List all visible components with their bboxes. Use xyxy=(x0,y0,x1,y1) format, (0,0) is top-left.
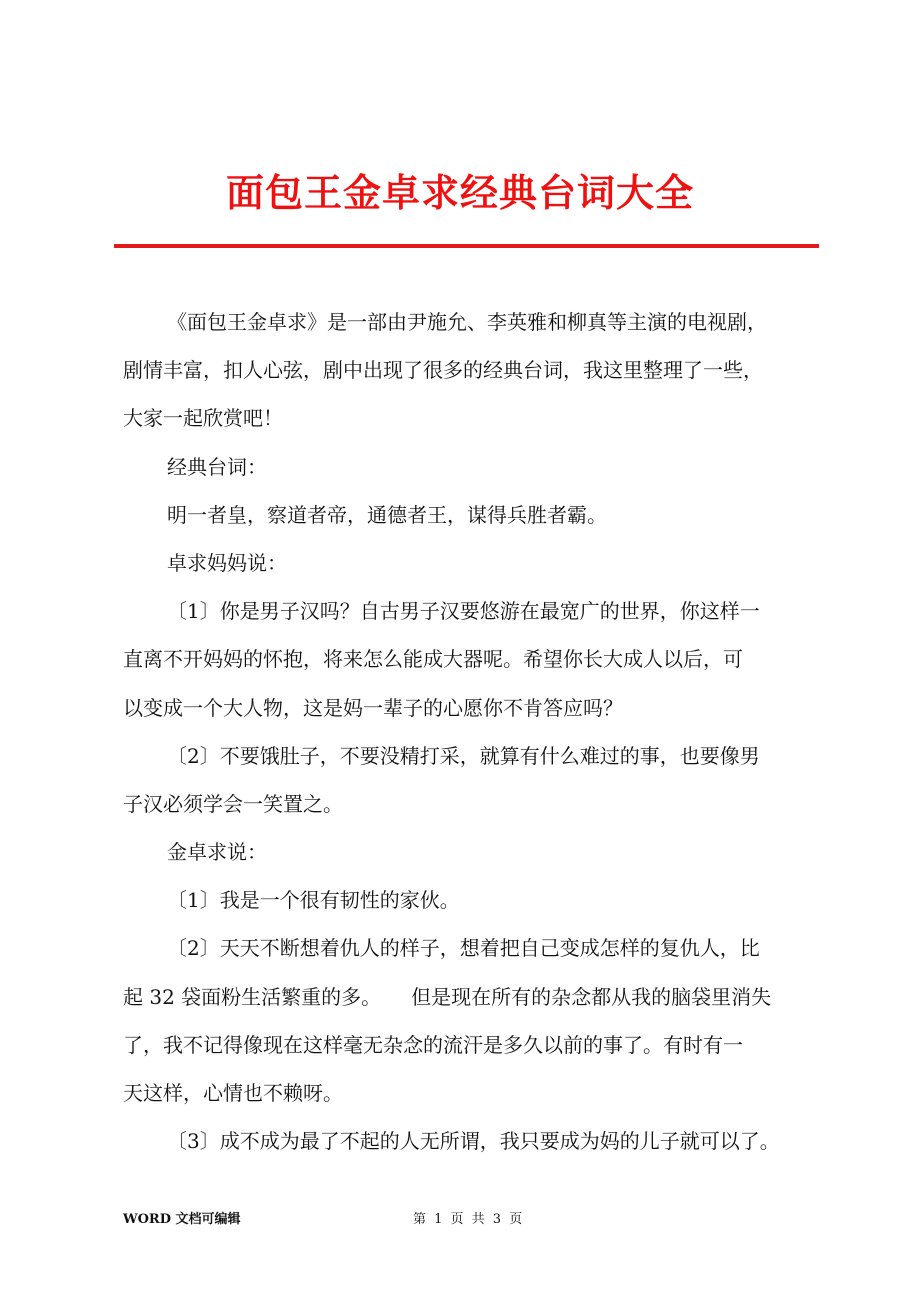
document-title: 面包王金卓求经典台词大全 xyxy=(225,170,694,215)
text-line: 大家一起欣赏吧！ xyxy=(123,406,283,431)
section-heading: 金卓求说： xyxy=(167,840,267,865)
text-line: 〔2〕不要饿肚子，不要没精打采，就算有什么难过的事，也要像男 xyxy=(167,743,760,768)
text-line: 起 32 袋面粉生活繁重的多。 但是现在所有的杂念都从我的脑袋里消失 xyxy=(123,984,772,1009)
text-line: 以变成一个大人物，这是妈一辈子的心愿你不肯答应吗？ xyxy=(123,695,623,720)
text-line: 〔2〕天天不断想着仇人的样子，想着把自己变成怎样的复仇人，比 xyxy=(167,936,760,961)
text-line: 〔3〕成不成为最了不起的人无所谓，我只要成为妈的儿子就可以了。 xyxy=(167,1129,780,1154)
section-heading: 经典台词： xyxy=(167,454,267,479)
document-body xyxy=(123,304,823,1171)
section-heading: 卓求妈妈说： xyxy=(167,550,287,575)
title-divider xyxy=(114,244,819,248)
text-line: 明一者皇，察道者帝，通德者王，谋得兵胜者霸。 xyxy=(167,502,607,527)
text-line: 子汉必须学会一笑置之。 xyxy=(123,791,343,816)
text-line: 天这样，心情也不赖呀。 xyxy=(123,1081,343,1105)
text-line: 《面包王金卓求》是一部由尹施允、李英雅和柳真等主演的电视剧， xyxy=(167,310,767,334)
page-number: 第 1 页 共 3 页 xyxy=(413,1212,523,1227)
footer-label: WORD 文档可编辑 xyxy=(123,1212,241,1227)
text-line: 了，我不记得像现在这样毫无杂念的流汗是多久以前的事了。有时有一 xyxy=(123,1032,743,1057)
text-line: 〔1〕我是一个很有韧性的家伙。 xyxy=(167,888,460,913)
text-line: 直离不开妈妈的怀抱，将来怎么能成大器呢。希望你长大成人以后，可 xyxy=(123,647,743,672)
text-line: 〔1〕你是男子汉吗？自古男子汉要悠游在最宽广的世界，你这样一 xyxy=(167,599,760,624)
text-line: 剧情丰富，扣人心弦，剧中出现了很多的经典台词，我这里整理了一些， xyxy=(123,358,763,383)
